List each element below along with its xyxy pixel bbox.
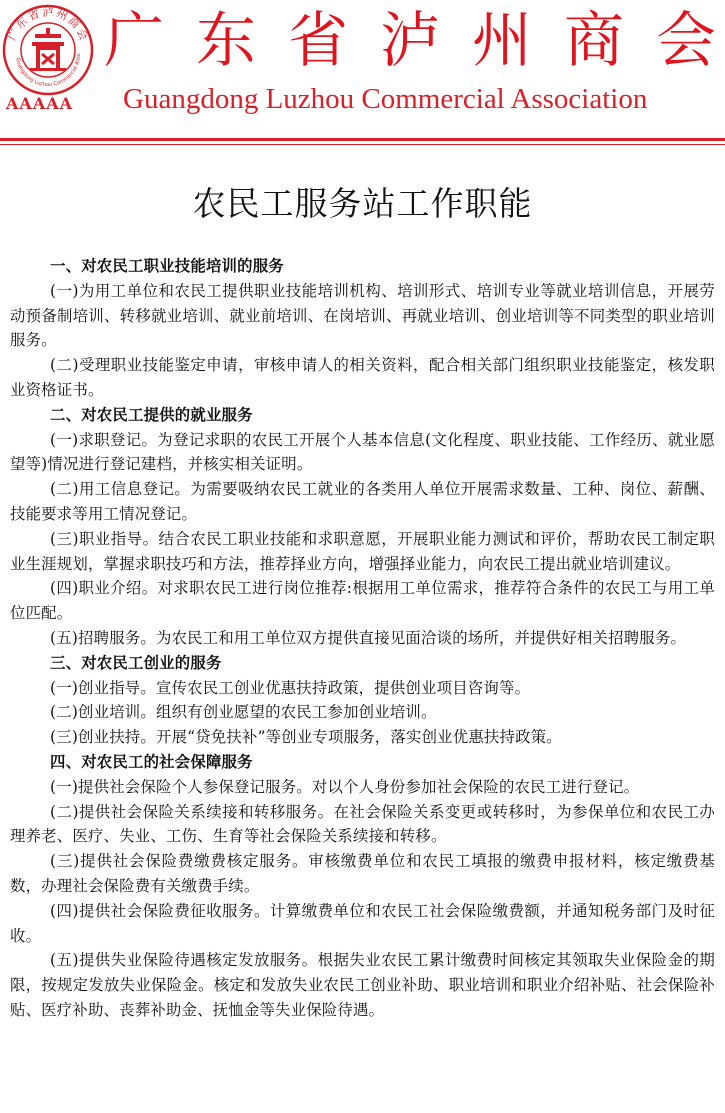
association-logo-icon xyxy=(2,4,94,96)
section-item: (五)招聘服务。为农民工和用工单位双方提供直接见面洽谈的场所，并提供好相关招聘服务。 xyxy=(50,628,687,647)
org-name-char: 广 xyxy=(104,6,164,76)
org-name-char: 会 xyxy=(656,6,716,76)
section-item: (五)提供失业保险待遇核定发放服务。根据失业农民工累计缴费时间核定其领取失业保险金的期限，按规定发放失业保险金。核定和发放失业农民工创业补助、职业培训和职业介绍补贴、社会保险补贴、医疗补助、丧葬补助金、抚恤金等失业保险待遇。 xyxy=(10,951,716,1019)
org-name-char: 省 xyxy=(288,6,348,76)
section-heading: 四、对农民工的社会保障服务 xyxy=(50,752,253,771)
org-name-cn xyxy=(104,2,724,80)
org-name-char: 泸 xyxy=(380,6,440,76)
section-item: (二)用工信息登记。为需要吸纳农民工就业的各类用人单位开展需求数量、工种、岗位、薪酬、技能要求等用工情况登记。 xyxy=(10,480,716,523)
org-name-char: 州 xyxy=(472,6,532,76)
section-heading: 三、对农民工创业的服务 xyxy=(50,653,222,672)
header-divider-thick xyxy=(0,138,725,141)
section-item: (四)职业介绍。对求职农民工进行岗位推荐:根据用工单位需求，推荐符合条件的农民工与用工单位匹配。 xyxy=(10,579,715,623)
svg-text:Guangdong Luzhou Commercial As: Guangdong Luzhou Commercial Asso xyxy=(14,53,83,89)
section-item: (二)受理职业技能鉴定申请，审核申请人的相关资料，配合相关部门组织职业技能鉴定，核发职业资格证书。 xyxy=(10,356,716,399)
org-name-char: 东 xyxy=(196,6,256,76)
section-item: (一)求职登记。为登记求职的农民工开展个人基本信息(文化程度、职业技能、工作经历、就业愿望等)情况进行登记建档，并核实相关证明。 xyxy=(10,430,715,474)
section-heading: 二、对农民工提供的就业服务 xyxy=(50,405,253,424)
section-item: (三)职业指导。结合农民工职业技能和求职意愿，开展职业能力测试和评价，帮助农民工制定职业生涯规划，掌握求职技巧和方法，推荐择业方向，增强择业能力，向农民工提出就业培训建议。 xyxy=(10,529,716,573)
section-item: (二)创业培训。组织有创业愿望的农民工参加创业培训。 xyxy=(50,703,437,722)
org-name-en: Guangdong Luzhou Commercial Association xyxy=(123,83,648,115)
org-name-char: 商 xyxy=(564,6,624,76)
document-title: 农民工服务站工作职能 xyxy=(192,184,533,223)
grade-rating: AAAAA xyxy=(6,94,74,113)
section-item: (一)创业指导。宣传农民工创业优惠扶持政策，提供创业项目咨询等。 xyxy=(50,678,531,697)
section-item: (三)提供社会保险费缴费核定服务。审核缴费单位和农民工填报的缴费申报材料，核定缴费基数，办理社会保险费有关缴费手续。 xyxy=(10,852,715,895)
section-item: (四)提供社会保险费征收服务。计算缴费单位和农民工社会保险缴费额，并通知税务部门及时征收。 xyxy=(10,901,716,945)
section-item: (三)创业扶持。开展“贷免扶补”等创业专项服务，落实创业优惠扶持政策。 xyxy=(50,728,562,747)
section-item: (一)提供社会保险个人参保登记服务。对以个人身份参加社会保险的农民工进行登记。 xyxy=(50,777,640,796)
letterhead xyxy=(0,0,725,150)
svg-text:广东省泸州商会: 广东省泸州商会 xyxy=(5,5,92,44)
section-item: (一)为用工单位和农民工提供职业技能培训机构、培训形式、培训专业等就业培训信息，开展劳动预备制培训、转移就业培训、就业前培训、在岗培训、再就业培训、创业培训等不同类型的职业培训服务。 xyxy=(10,281,716,350)
header-divider-thin xyxy=(0,144,725,145)
section-item: (二)提供社会保险关系续接和转移服务。在社会保险关系变更或转移时，为参保单位和农民工办理养老、医疗、失业、工伤、生育等社会保险关系续接和转移。 xyxy=(10,802,716,846)
section-heading: 一、对农民工职业技能培训的服务 xyxy=(50,257,284,275)
document-content xyxy=(10,254,715,1023)
